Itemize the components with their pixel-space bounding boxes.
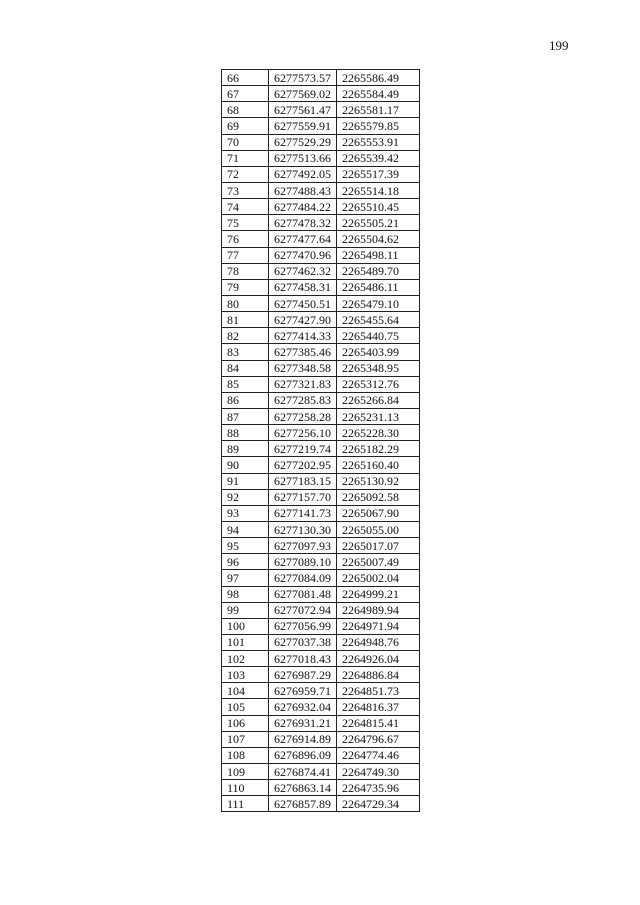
y-coordinate-cell: 2265498.11	[337, 247, 420, 263]
point-number-cell: 102	[222, 651, 269, 667]
x-coordinate-cell: 6277084.09	[269, 570, 337, 586]
table-row	[222, 715, 420, 731]
x-coordinate-cell: 6276987.29	[269, 667, 337, 683]
table-row	[222, 344, 420, 360]
table-row	[222, 102, 420, 118]
point-number-cell: 87	[222, 408, 269, 424]
y-coordinate-cell: 2265489.70	[337, 263, 420, 279]
x-coordinate-cell: 6277477.64	[269, 231, 337, 247]
point-number-cell: 78	[222, 263, 269, 279]
y-coordinate-cell: 2265505.21	[337, 215, 420, 231]
table-row	[222, 199, 420, 215]
point-number-cell: 80	[222, 295, 269, 311]
point-number-cell: 88	[222, 425, 269, 441]
table-row	[222, 667, 420, 683]
table-row	[222, 796, 420, 812]
point-number-cell: 110	[222, 780, 269, 796]
y-coordinate-cell: 2265055.00	[337, 521, 420, 537]
x-coordinate-cell: 6277285.83	[269, 392, 337, 408]
y-coordinate-cell: 2265455.64	[337, 312, 420, 328]
table-row	[222, 683, 420, 699]
y-coordinate-cell: 2265479.10	[337, 295, 420, 311]
table-row	[222, 731, 420, 747]
x-coordinate-cell: 6276863.14	[269, 780, 337, 796]
table-row	[222, 538, 420, 554]
y-coordinate-cell: 2264999.21	[337, 586, 420, 602]
table-row	[222, 150, 420, 166]
x-coordinate-cell: 6277256.10	[269, 425, 337, 441]
x-coordinate-cell: 6277450.51	[269, 295, 337, 311]
y-coordinate-cell: 2264729.34	[337, 796, 420, 812]
table-row	[222, 489, 420, 505]
x-coordinate-cell: 6277427.90	[269, 312, 337, 328]
y-coordinate-cell: 2265553.91	[337, 134, 420, 150]
point-number-cell: 109	[222, 764, 269, 780]
point-number-cell: 66	[222, 70, 269, 86]
point-number-cell: 76	[222, 231, 269, 247]
point-number-cell: 72	[222, 166, 269, 182]
y-coordinate-cell: 2264774.46	[337, 747, 420, 763]
x-coordinate-cell: 6276959.71	[269, 683, 337, 699]
table-row	[222, 699, 420, 715]
x-coordinate-cell: 6277018.43	[269, 651, 337, 667]
table-row	[222, 408, 420, 424]
point-number-cell: 106	[222, 715, 269, 731]
x-coordinate-cell: 6276932.04	[269, 699, 337, 715]
y-coordinate-cell: 2264796.67	[337, 731, 420, 747]
y-coordinate-cell: 2264971.94	[337, 618, 420, 634]
x-coordinate-cell: 6277470.96	[269, 247, 337, 263]
table-row	[222, 279, 420, 295]
y-coordinate-cell: 2264989.94	[337, 602, 420, 618]
table-row	[222, 651, 420, 667]
table-row	[222, 554, 420, 570]
y-coordinate-cell: 2265504.62	[337, 231, 420, 247]
point-number-cell: 96	[222, 554, 269, 570]
point-number-cell: 91	[222, 473, 269, 489]
point-number-cell: 92	[222, 489, 269, 505]
point-number-cell: 111	[222, 796, 269, 812]
x-coordinate-cell: 6277130.30	[269, 521, 337, 537]
table-row	[222, 70, 420, 86]
x-coordinate-cell: 6277037.38	[269, 634, 337, 650]
point-number-cell: 105	[222, 699, 269, 715]
y-coordinate-cell: 2264851.73	[337, 683, 420, 699]
table-row	[222, 457, 420, 473]
y-coordinate-cell: 2265581.17	[337, 102, 420, 118]
y-coordinate-cell: 2265539.42	[337, 150, 420, 166]
x-coordinate-cell: 6277157.70	[269, 489, 337, 505]
point-number-cell: 70	[222, 134, 269, 150]
point-number-cell: 95	[222, 538, 269, 554]
y-coordinate-cell: 2264815.41	[337, 715, 420, 731]
point-number-cell: 84	[222, 360, 269, 376]
y-coordinate-cell: 2265007.49	[337, 554, 420, 570]
y-coordinate-cell: 2265160.40	[337, 457, 420, 473]
point-number-cell: 104	[222, 683, 269, 699]
table-row	[222, 505, 420, 521]
table-row	[222, 764, 420, 780]
table-row	[222, 182, 420, 198]
point-number-cell: 101	[222, 634, 269, 650]
x-coordinate-cell: 6276931.21	[269, 715, 337, 731]
point-number-cell: 94	[222, 521, 269, 537]
y-coordinate-cell: 2265002.04	[337, 570, 420, 586]
y-coordinate-cell: 2264749.30	[337, 764, 420, 780]
y-coordinate-cell: 2265440.75	[337, 328, 420, 344]
table-row	[222, 473, 420, 489]
point-number-cell: 107	[222, 731, 269, 747]
point-number-cell: 100	[222, 618, 269, 634]
x-coordinate-cell: 6277492.05	[269, 166, 337, 182]
point-number-cell: 85	[222, 376, 269, 392]
point-number-cell: 82	[222, 328, 269, 344]
x-coordinate-cell: 6277097.93	[269, 538, 337, 554]
table-row	[222, 618, 420, 634]
y-coordinate-cell: 2265312.76	[337, 376, 420, 392]
point-number-cell: 103	[222, 667, 269, 683]
table-row	[222, 602, 420, 618]
table-row	[222, 570, 420, 586]
coordinates-table	[221, 69, 420, 812]
point-number-cell: 73	[222, 182, 269, 198]
y-coordinate-cell: 2265092.58	[337, 489, 420, 505]
point-number-cell: 77	[222, 247, 269, 263]
table-row	[222, 586, 420, 602]
x-coordinate-cell: 6277569.02	[269, 86, 337, 102]
y-coordinate-cell: 2265228.30	[337, 425, 420, 441]
y-coordinate-cell: 2265486.11	[337, 279, 420, 295]
x-coordinate-cell: 6277462.32	[269, 263, 337, 279]
table-row	[222, 215, 420, 231]
table-row	[222, 118, 420, 134]
y-coordinate-cell: 2265514.18	[337, 182, 420, 198]
x-coordinate-cell: 6277072.94	[269, 602, 337, 618]
point-number-cell: 81	[222, 312, 269, 328]
table-row	[222, 747, 420, 763]
x-coordinate-cell: 6277513.66	[269, 150, 337, 166]
x-coordinate-cell: 6277089.10	[269, 554, 337, 570]
x-coordinate-cell: 6277529.29	[269, 134, 337, 150]
y-coordinate-cell: 2265584.49	[337, 86, 420, 102]
x-coordinate-cell: 6276914.89	[269, 731, 337, 747]
point-number-cell: 74	[222, 199, 269, 215]
x-coordinate-cell: 6276896.09	[269, 747, 337, 763]
page-number: 199	[549, 38, 569, 53]
table-row	[222, 263, 420, 279]
x-coordinate-cell: 6277458.31	[269, 279, 337, 295]
y-coordinate-cell: 2265348.95	[337, 360, 420, 376]
x-coordinate-cell: 6277141.73	[269, 505, 337, 521]
y-coordinate-cell: 2265182.29	[337, 441, 420, 457]
table-row	[222, 312, 420, 328]
table-row	[222, 521, 420, 537]
x-coordinate-cell: 6277573.57	[269, 70, 337, 86]
x-coordinate-cell: 6277484.22	[269, 199, 337, 215]
table-row	[222, 295, 420, 311]
table-row	[222, 86, 420, 102]
point-number-cell: 108	[222, 747, 269, 763]
y-coordinate-cell: 2265586.49	[337, 70, 420, 86]
y-coordinate-cell: 2265017.07	[337, 538, 420, 554]
y-coordinate-cell: 2265067.90	[337, 505, 420, 521]
table-row	[222, 134, 420, 150]
point-number-cell: 89	[222, 441, 269, 457]
table-row	[222, 780, 420, 796]
y-coordinate-cell: 2265266.84	[337, 392, 420, 408]
y-coordinate-cell: 2264926.04	[337, 651, 420, 667]
y-coordinate-cell: 2265130.92	[337, 473, 420, 489]
y-coordinate-cell: 2264735.96	[337, 780, 420, 796]
y-coordinate-cell: 2264816.37	[337, 699, 420, 715]
x-coordinate-cell: 6277559.91	[269, 118, 337, 134]
y-coordinate-cell: 2264948.76	[337, 634, 420, 650]
point-number-cell: 99	[222, 602, 269, 618]
x-coordinate-cell: 6277414.33	[269, 328, 337, 344]
table-row	[222, 360, 420, 376]
point-number-cell: 79	[222, 279, 269, 295]
x-coordinate-cell: 6277488.43	[269, 182, 337, 198]
point-number-cell: 90	[222, 457, 269, 473]
point-number-cell: 75	[222, 215, 269, 231]
y-coordinate-cell: 2265579.85	[337, 118, 420, 134]
coordinates-table-body	[222, 70, 420, 812]
point-number-cell: 86	[222, 392, 269, 408]
x-coordinate-cell: 6277056.99	[269, 618, 337, 634]
table-row	[222, 392, 420, 408]
x-coordinate-cell: 6276874.41	[269, 764, 337, 780]
table-row	[222, 425, 420, 441]
x-coordinate-cell: 6277081.48	[269, 586, 337, 602]
y-coordinate-cell: 2265403.99	[337, 344, 420, 360]
table-row	[222, 376, 420, 392]
y-coordinate-cell: 2265517.39	[337, 166, 420, 182]
y-coordinate-cell: 2265510.45	[337, 199, 420, 215]
x-coordinate-cell: 6277219.74	[269, 441, 337, 457]
point-number-cell: 69	[222, 118, 269, 134]
y-coordinate-cell: 2264886.84	[337, 667, 420, 683]
table-row	[222, 441, 420, 457]
table-row	[222, 328, 420, 344]
x-coordinate-cell: 6277258.28	[269, 408, 337, 424]
y-coordinate-cell: 2265231.13	[337, 408, 420, 424]
point-number-cell: 97	[222, 570, 269, 586]
x-coordinate-cell: 6276857.89	[269, 796, 337, 812]
point-number-cell: 98	[222, 586, 269, 602]
point-number-cell: 83	[222, 344, 269, 360]
table-row	[222, 247, 420, 263]
x-coordinate-cell: 6277183.15	[269, 473, 337, 489]
table-row	[222, 231, 420, 247]
point-number-cell: 71	[222, 150, 269, 166]
x-coordinate-cell: 6277478.32	[269, 215, 337, 231]
table-row	[222, 166, 420, 182]
x-coordinate-cell: 6277385.46	[269, 344, 337, 360]
x-coordinate-cell: 6277202.95	[269, 457, 337, 473]
x-coordinate-cell: 6277321.83	[269, 376, 337, 392]
x-coordinate-cell: 6277561.47	[269, 102, 337, 118]
point-number-cell: 68	[222, 102, 269, 118]
point-number-cell: 93	[222, 505, 269, 521]
table-row	[222, 634, 420, 650]
x-coordinate-cell: 6277348.58	[269, 360, 337, 376]
point-number-cell: 67	[222, 86, 269, 102]
